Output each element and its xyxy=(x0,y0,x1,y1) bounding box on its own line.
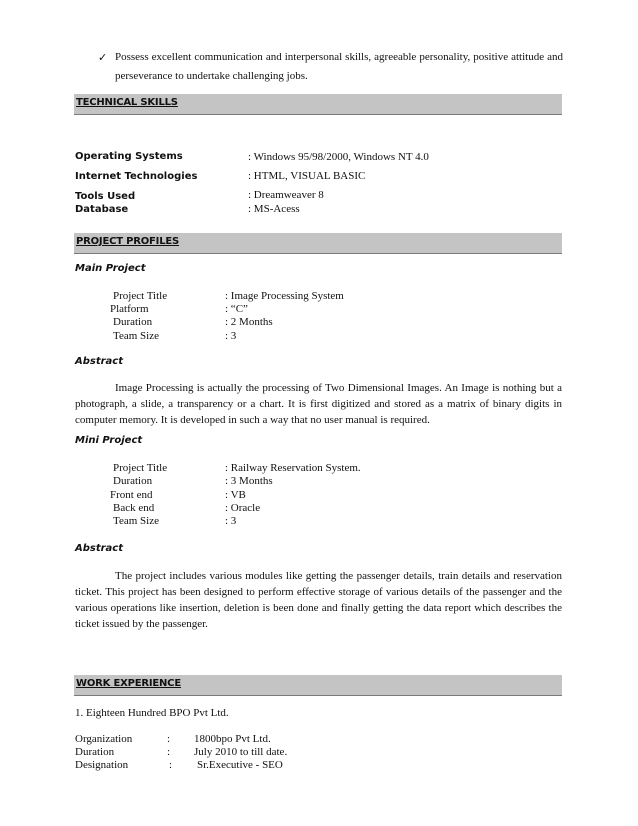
project-label: Team Size xyxy=(113,330,159,342)
work-value: Sr.Executive - SEO xyxy=(197,759,283,771)
work-experience-title: WORK EXPERIENCE xyxy=(76,678,181,689)
project-label: Front end xyxy=(110,489,153,501)
project-profiles-title: PROJECT PROFILES xyxy=(76,236,180,247)
project-label: Duration xyxy=(113,475,153,487)
work-label: Organization xyxy=(75,733,133,745)
skill-value: : MS-Acess xyxy=(248,203,300,215)
skill-label: Internet Technologies xyxy=(75,171,198,182)
work-colon: : xyxy=(167,746,171,758)
work-value: July 2010 to till date. xyxy=(194,746,288,758)
project-value: : “C” xyxy=(225,303,248,315)
skill-label: Operating Systems xyxy=(75,151,183,162)
project-label: Duration xyxy=(113,316,153,328)
skill-value: : HTML, VISUAL BASIC xyxy=(248,170,366,182)
abstract-heading: Abstract xyxy=(75,356,124,367)
company-name: 1. Eighteen Hundred BPO Pvt Ltd. xyxy=(75,707,229,719)
technical-skills-title: TECHNICAL SKILLS xyxy=(76,97,178,108)
work-colon: : xyxy=(167,733,171,745)
project-label: Project Title xyxy=(113,462,168,474)
project-value: : 3 xyxy=(225,330,237,342)
abstract-paragraph: Image Processing is actually the processing of Two Dimensional Images. An Image is nothing but a photograph, a slide, a transparency or a chart. It is first digitized and stored as a matrix of binary digits in computer memory. It is developed in such a way that no user manual is required. xyxy=(75,382,562,426)
skill-value: : Dreamweaver 8 xyxy=(248,189,324,201)
project-label: Platform xyxy=(110,303,149,315)
work-colon: : xyxy=(169,759,173,771)
project-label: Team Size xyxy=(113,515,159,527)
abstract-heading: Abstract xyxy=(75,543,124,554)
project-value: : VB xyxy=(225,489,246,501)
main-project-heading: Main Project xyxy=(75,263,146,274)
project-value: : Image Processing System xyxy=(225,290,344,302)
mini-project-heading: Mini Project xyxy=(75,435,143,446)
work-experience-header xyxy=(74,675,562,696)
project-value: : Oracle xyxy=(225,502,261,514)
skill-value: : Windows 95/98/2000, Windows NT 4.0 xyxy=(248,151,429,163)
project-value: : 2 Months xyxy=(225,316,273,328)
abstract-paragraph: The project includes various modules like getting the passenger details, train details and reservation ticket. This project has been designed to perform effective storage of various details of the passenger and the various operations like insertion, deletion is been done and finally getting the data report which describes the ticket issued by the passenger. xyxy=(75,570,562,630)
work-value: 1800bpo Pvt Ltd. xyxy=(194,733,271,745)
project-label: Project Title xyxy=(113,290,168,302)
project-value: : Railway Reservation System. xyxy=(225,462,361,474)
project-profiles-header xyxy=(74,233,562,254)
intro-bullet-text: Possess excellent communication and interpersonal skills, agreeable personality, positive attitude and perseverance to undertake challenging jobs. xyxy=(115,51,563,82)
skill-label: Database xyxy=(75,204,129,215)
project-value: : 3 xyxy=(225,515,237,527)
technical-skills-header xyxy=(74,94,562,115)
checkmark-icon: ✓ xyxy=(98,51,108,64)
project-label: Back end xyxy=(113,502,155,514)
project-value: : 3 Months xyxy=(225,475,273,487)
intro-bullet xyxy=(98,48,563,86)
work-label: Designation xyxy=(75,759,129,771)
work-label: Duration xyxy=(75,746,115,758)
skill-label: Tools Used xyxy=(75,191,136,202)
